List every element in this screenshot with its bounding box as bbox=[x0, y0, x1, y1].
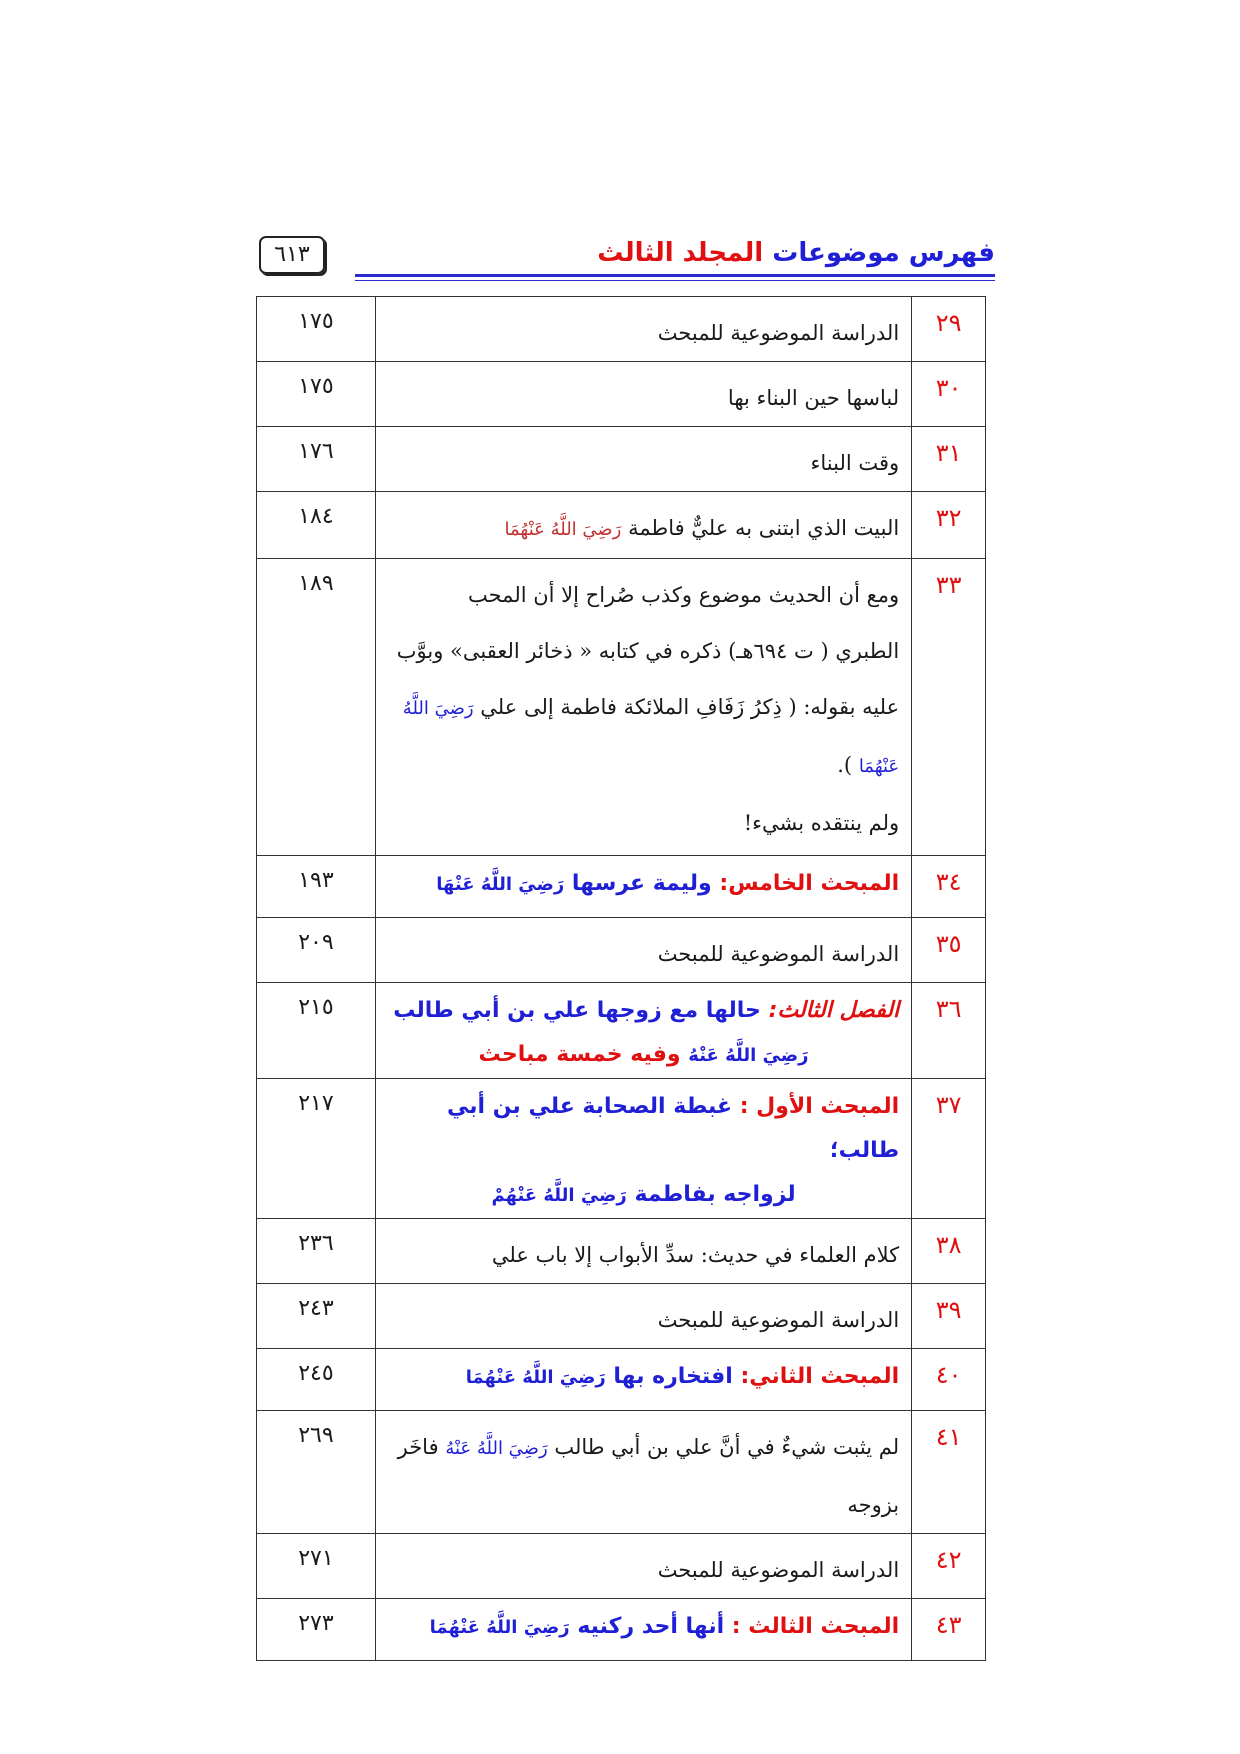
row-page: ٢١٥ bbox=[257, 983, 376, 1079]
page-header bbox=[255, 228, 995, 280]
table-row bbox=[257, 1349, 986, 1411]
row-topic-text: لم يثبت شيءٌ في أنَّ علي بن أبي طالب bbox=[554, 1435, 900, 1459]
row-page: ١٩٣ bbox=[257, 856, 376, 918]
row-topic: لباسها حين البناء بها bbox=[375, 362, 911, 427]
heading-blue: حالها مع زوجها علي بن أبي طالب bbox=[393, 998, 769, 1023]
table-row bbox=[257, 559, 986, 856]
row-number: ٣٩ bbox=[912, 1284, 986, 1349]
row-number: ٤١ bbox=[912, 1411, 986, 1534]
row-number: ٣٥ bbox=[912, 918, 986, 983]
honorific: رَضِيَ اللَّهُ عَنْهُمْ bbox=[491, 1185, 627, 1206]
row-page: ٢٤٥ bbox=[257, 1349, 376, 1411]
table-row bbox=[257, 1411, 986, 1534]
row-number: ٤٢ bbox=[912, 1534, 986, 1599]
toc-table bbox=[256, 296, 986, 1661]
heading-red: وفيه خمسة مباحث bbox=[478, 1042, 689, 1067]
row-number: ٣٢ bbox=[912, 492, 986, 559]
header-title bbox=[597, 238, 995, 268]
table-row bbox=[257, 492, 986, 559]
row-topic-line bbox=[388, 1173, 899, 1218]
row-page: ٢٠٩ bbox=[257, 918, 376, 983]
row-number: ٣١ bbox=[912, 427, 986, 492]
row-page: ٢٧١ bbox=[257, 1534, 376, 1599]
row-number: ٣٨ bbox=[912, 1219, 986, 1284]
heading-red: المبحث الخامس: bbox=[719, 871, 900, 896]
row-number: ٣٤ bbox=[912, 856, 986, 918]
row-topic-text: ). bbox=[837, 753, 853, 777]
row-topic: كلام العلماء في حديث: سدِّ الأبواب إلا باب علي bbox=[375, 1219, 911, 1284]
row-page: ١٨٤ bbox=[257, 492, 376, 559]
row-topic-line: الطبري ( ت ٦٩٤هـ) ذكره في كتابه « ذخائر العقبى» وبوَّب bbox=[396, 639, 900, 663]
row-number: ٤٠ bbox=[912, 1349, 986, 1411]
row-page: ٢٧٣ bbox=[257, 1599, 376, 1661]
row-topic-line: ومع أن الحديث موضوع وكذب صُراح إلا أن المحب bbox=[468, 583, 900, 607]
table-row bbox=[257, 856, 986, 918]
header-rule-thin bbox=[355, 280, 995, 281]
row-topic bbox=[375, 1349, 911, 1411]
row-page: ١٨٩ bbox=[257, 559, 376, 856]
heading-blue: غبطة الصحابة علي بن أبي طالب؛ bbox=[447, 1094, 900, 1163]
row-topic-line bbox=[388, 989, 899, 1033]
table-row bbox=[257, 297, 986, 362]
honorific: رَضِيَ اللَّهُ عَنْهُمَا bbox=[402, 698, 900, 777]
honorific: رَضِيَ اللَّهُ عَنْهُمَا bbox=[504, 519, 622, 540]
table-row bbox=[257, 983, 986, 1079]
honorific: رَضِيَ اللَّهُ عَنْهَا bbox=[436, 874, 565, 895]
heading-blue: لزواجه بفاطمة bbox=[634, 1182, 796, 1207]
heading-red: المبحث الثاني: bbox=[740, 1364, 900, 1389]
table-row bbox=[257, 362, 986, 427]
row-number: ٣٣ bbox=[912, 559, 986, 856]
row-page: ٢١٧ bbox=[257, 1079, 376, 1219]
row-number: ٣٦ bbox=[912, 983, 986, 1079]
row-page: ٢٣٦ bbox=[257, 1219, 376, 1284]
row-number: ٣٧ bbox=[912, 1079, 986, 1219]
row-page: ٢٦٩ bbox=[257, 1411, 376, 1534]
header-title-part1: فهرس موضوعات bbox=[763, 238, 995, 268]
row-page: ١٧٥ bbox=[257, 362, 376, 427]
heading-red: المبحث الثالث : bbox=[731, 1614, 900, 1639]
row-topic-text: فاخَر بزوجه bbox=[397, 1435, 900, 1517]
row-topic bbox=[375, 492, 911, 559]
table-row bbox=[257, 1534, 986, 1599]
table-row bbox=[257, 1219, 986, 1284]
table-row bbox=[257, 1599, 986, 1661]
row-topic-line bbox=[388, 1085, 899, 1173]
heading-red: المبحث الأول : bbox=[739, 1094, 900, 1119]
row-number: ٤٣ bbox=[912, 1599, 986, 1661]
row-topic-line bbox=[388, 1033, 899, 1078]
honorific: رَضِيَ اللَّهُ عَنْهُ bbox=[445, 1438, 548, 1459]
table-row bbox=[257, 427, 986, 492]
honorific: رَضِيَ اللَّهُ عَنْهُ bbox=[688, 1045, 809, 1066]
heading-red: الفصل الثالث: bbox=[768, 998, 900, 1023]
row-topic bbox=[375, 559, 911, 856]
honorific: رَضِيَ اللَّهُ عَنْهُمَا bbox=[465, 1367, 606, 1388]
table-row bbox=[257, 918, 986, 983]
table-row bbox=[257, 1079, 986, 1219]
header-title-part2: المجلد الثالث bbox=[597, 238, 764, 268]
row-topic bbox=[375, 1599, 911, 1661]
heading-blue: وليمة عرسها bbox=[571, 871, 720, 896]
row-page: ١٧٥ bbox=[257, 297, 376, 362]
row-topic-text: البيت الذي ابتنى به عليٌّ فاطمة bbox=[628, 516, 900, 540]
row-topic bbox=[375, 856, 911, 918]
row-topic-line bbox=[388, 679, 899, 795]
row-page: ٢٤٣ bbox=[257, 1284, 376, 1349]
table-row bbox=[257, 1284, 986, 1349]
row-topic: الدراسة الموضوعية للمبحث bbox=[375, 1284, 911, 1349]
row-topic: وقت البناء bbox=[375, 427, 911, 492]
row-page: ١٧٦ bbox=[257, 427, 376, 492]
page-number: ٦١٣ bbox=[259, 236, 325, 274]
row-topic bbox=[375, 983, 911, 1079]
row-topic-line: ولم ينتقده بشيء! bbox=[743, 811, 900, 835]
row-topic-text: عليه بقوله: ( ذِكرُ زَفَافِ الملائكة فاطمة إلى علي bbox=[480, 695, 900, 719]
heading-blue: افتخاره بها bbox=[613, 1364, 741, 1389]
row-topic bbox=[375, 1079, 911, 1219]
row-number: ٢٩ bbox=[912, 297, 986, 362]
row-topic: الدراسة الموضوعية للمبحث bbox=[375, 297, 911, 362]
row-topic bbox=[375, 1411, 911, 1534]
row-number: ٣٠ bbox=[912, 362, 986, 427]
honorific: رَضِيَ اللَّهُ عَنْهُمَا bbox=[429, 1617, 570, 1638]
header-rule-thick bbox=[355, 274, 995, 277]
row-topic: الدراسة الموضوعية للمبحث bbox=[375, 918, 911, 983]
row-topic: الدراسة الموضوعية للمبحث bbox=[375, 1534, 911, 1599]
heading-blue: أنها أحد ركنيه bbox=[577, 1614, 732, 1639]
